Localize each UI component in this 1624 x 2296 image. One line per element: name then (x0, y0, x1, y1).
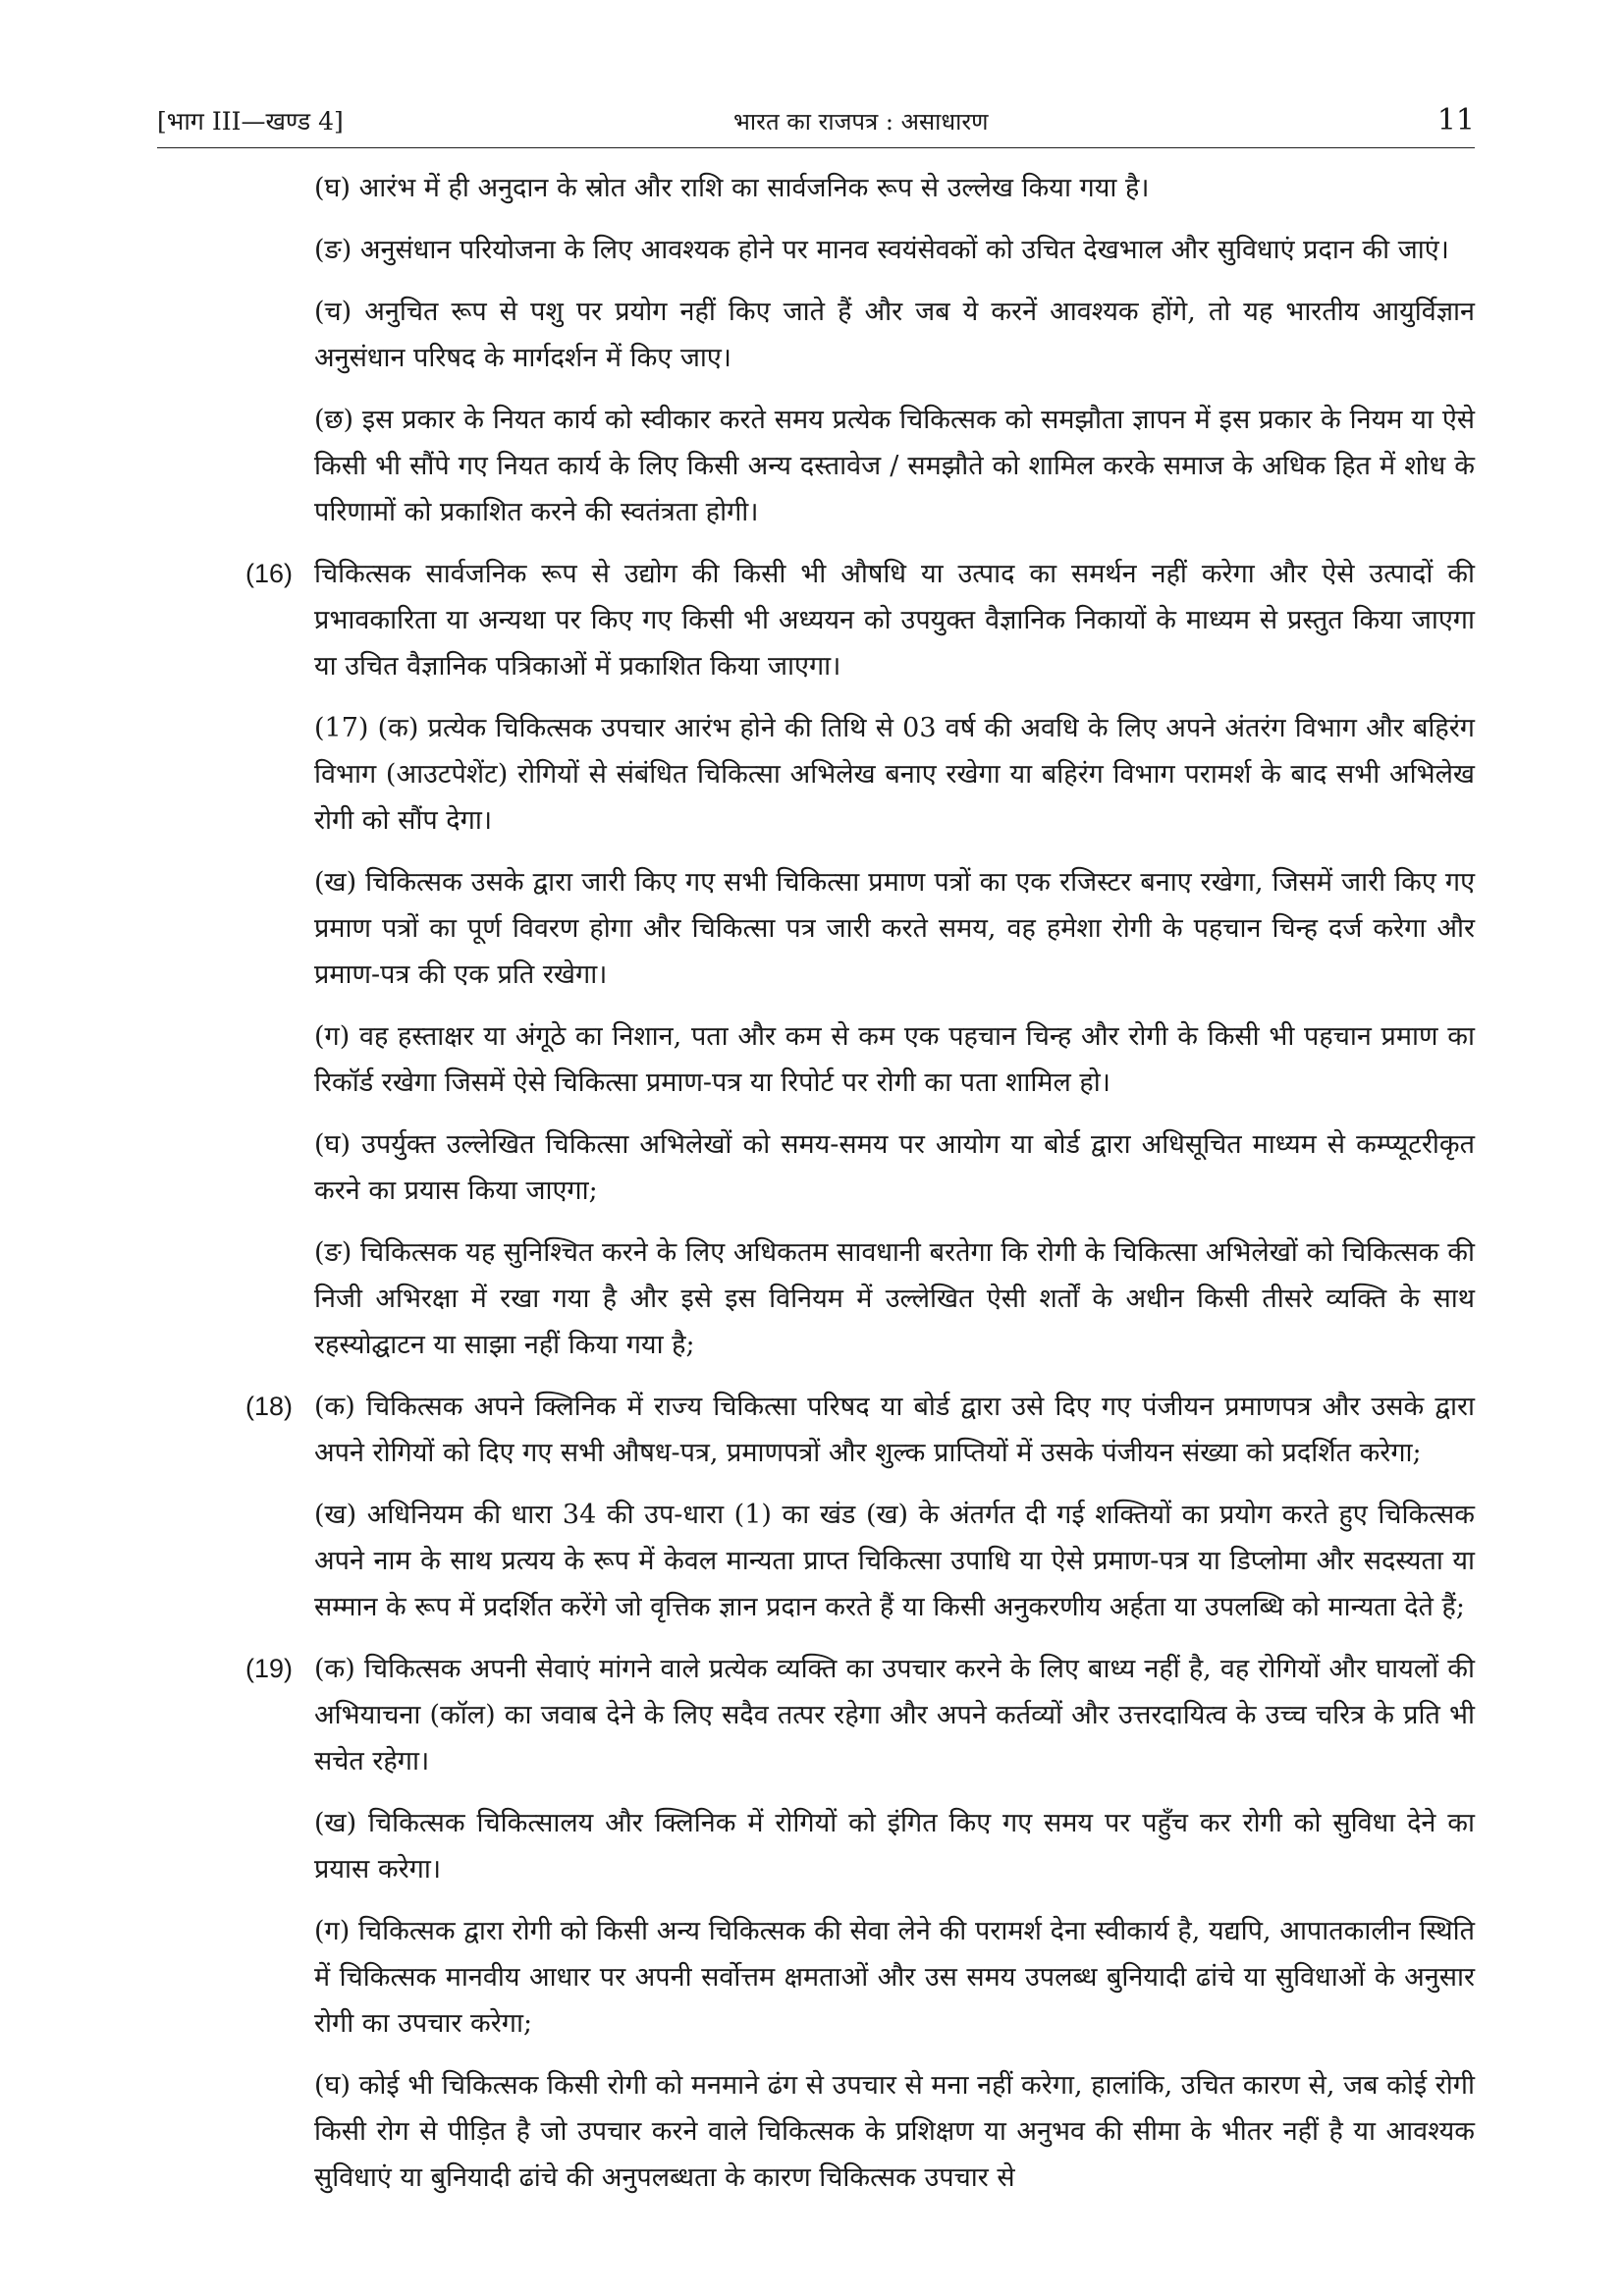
regulation-number: (16) (245, 559, 294, 588)
regulation-17-gha: (घ) उपर्युक्त उल्लेखित चिकित्सा अभिलेखों को समय-समय पर आयोग या बोर्ड द्वारा अधिसूचित माध्यम से कम्प्यूटरीकृत करने का प्रयास किया जाएगा; (314, 1129, 1475, 1206)
regulation-19-gha: (घ) कोई भी चिकित्सक किसी रोगी को मनमाने ढंग से उपचार से मना नहीं करेगा, हालांकि, उचित कारण से, जब कोई रोगी किसी रोग से पीड़ित है जो उपचार करने वाले चिकित्सक के प्रशिक्षण या अनुभव की सीमा के भीतर नहीं है या आवश्यक सुविधाएं या बुनियादी ढांचे की अनुपलब्धता के कारण चिकित्सक उपचार से (314, 2070, 1475, 2193)
header-gazette-title: भारत का राजपत्र : असाधारण (733, 108, 989, 136)
clause-nga: (ङ) अनुसंधान परियोजना के लिए आवश्यक होने पर मानव स्वयंसेवकों को उचित देखभाल और सुविधाएं प्रदान की जाएं। (314, 235, 1449, 265)
regulation-number: (18) (245, 1392, 294, 1421)
regulation-16-text: चिकित्सक सार्वजनिक रूप से उद्योग की किसी भी औषधि या उत्पाद का समर्थन नहीं करेगा और ऐसे उत्पादों की प्रभावकारिता या अन्यथा पर किए गए किसी भी अध्ययन को उपयुक्त वैज्ञानिक निकायों के माध्यम से प्रस्तुत किया जाएगा या उचित वैज्ञानिक पत्रिकाओं में प्रकाशित किया जाएगा। (314, 559, 1475, 682)
regulation-19-ga: (ग) चिकित्सक द्वारा रोगी को किसी अन्य चिकित्सक की सेवा लेने की परामर्श देना स्वीकार्य है, यद्यपि, आपातकालीन स्थिति में चिकित्सक मानवीय आधार पर अपनी सर्वोत्तम क्षमताओं और उस समय उपलब्ध बुनियादी ढांचे या सुविधाओं के अनुसार रोगी का उपचार करेगा; (314, 1916, 1475, 2039)
header-section-label: [भाग III—खण्ड 4] (157, 107, 344, 136)
header-rule (157, 147, 1475, 148)
regulation-18-ka: (क) चिकित्सक अपने क्लिनिक में राज्य चिकित्सा परिषद या बोर्ड द्वारा उसे दिए गए पंजीयन प्रमाणपत्र और उसके द्वारा अपने रोगियों को दिए गए सभी औषध-पत्र, प्रमाणपत्रों और शुल्क प्राप्तियों में उसके पंजीयन संख्या को प्रदर्शित करेगा; (314, 1392, 1475, 1468)
regulation-19-kha: (ख) चिकित्सक चिकित्सालय और क्लिनिक में रोगियों को इंगित किए गए समय पर पहुँच कर रोगी को सुविधा देने का प्रयास करेगा। (314, 1808, 1475, 1885)
regulation-17-nga: (ङ) चिकित्सक यह सुनिश्चित करने के लिए अधिकतम सावधानी बरतेगा कि रोगी के चिकित्सा अभिलेखों को चिकित्सक की निजी अभिरक्षा में रखा गया है और इसे इस विनियम में उल्लेखित ऐसी शर्तों के अधीन किसी तीसरे व्यक्ति के साथ रहस्योद्घाटन या साझा नहीं किया गया है; (314, 1237, 1475, 1360)
regulation-19-ka: (क) चिकित्सक अपनी सेवाएं मांगने वाले प्रत्येक व्यक्ति का उपचार करने के लिए बाध्य नहीं है, वह रोगियों और घायलों की अभियाचना (कॉल) का जवाब देने के लिए सदैव तत्पर रहेगा और अपने कर्तव्यों और उत्तरदायित्व के उच्च चरित्र के प्रति भी सचेत रहेगा। (314, 1654, 1475, 1777)
clause-cha: (च) अनुचित रूप से पशु पर प्रयोग नहीं किए जाते हैं और जब ये करनें आवश्यक होंगे, तो यह भारतीय आयुर्विज्ञान अनुसंधान परिषद के मार्गदर्शन में किए जाए। (314, 297, 1475, 373)
page-number: 11 (1436, 103, 1475, 137)
regulation-17-kha: (ख) चिकित्सक उसके द्वारा जारी किए गए सभी चिकित्सा प्रमाण पत्रों का एक रजिस्टर बनाए रखेगा, जिसमें जारी किए गए प्रमाण पत्रों का पूर्ण विवरण होगा और चिकित्सा पत्र जारी करते समय, वह हमेशा रोगी के पहचान चिन्ह दर्ज करेगा और प्रमाण-पत्र की एक प्रति रखेगा। (314, 867, 1475, 990)
regulation-number: (19) (245, 1654, 294, 1683)
regulation-18 (157, 1384, 1475, 1476)
regulation-19 (157, 1646, 1475, 1784)
regulation-18-kha: (ख) अधिनियम की धारा 34 की उप-धारा (1) का खंड (ख) के अंतर्गत दी गई शक्तियों का प्रयोग करते हुए चिकित्सक अपने नाम के साथ प्रत्यय के रूप में केवल मान्यता प्राप्त चिकित्सा उपाधि या ऐसे प्रमाण-पत्र या डिप्लोमा और सदस्यता या सम्मान के रूप में प्रदर्शित करेंगे जो वृत्तिक ज्ञान प्रदान करते हैं या किसी अनुकरणीय अर्हता या उपलब्धि को मान्यता देते हैं; (314, 1500, 1475, 1622)
clause-gha: (घ) आरंभ में ही अनुदान के स्रोत और राशि का सार्वजनिक रूप से उल्लेख किया गया है। (314, 173, 1150, 203)
regulation-17-ga: (ग) वह हस्ताक्षर या अंगूठे का निशान, पता और कम से कम एक पहचान चिन्ह और रोगी के किसी भी पहचान प्रमाण का रिकॉर्ड रखेगा जिसमें ऐसे चिकित्सा प्रमाण-पत्र या रिपोर्ट पर रोगी का पता शामिल हो। (314, 1021, 1475, 1098)
regulation-17-ka: (17) (क) प्रत्येक चिकित्सक उपचार आरंभ होने की तिथि से 03 वर्ष की अवधि के लिए अपने अंतरंग विभाग और बहिरंग विभाग (आउटपेशेंट) रोगियों से संबंधित चिकित्सा अभिलेख बनाए रखेगा या बहिरंग विभाग परामर्श के बाद सभी अभिलेख रोगी को सौंप देगा। (314, 713, 1475, 836)
regulation-16 (157, 551, 1475, 689)
clause-chha: (छ) इस प्रकार के नियत कार्य को स्वीकार करते समय प्रत्येक चिकित्सक को समझौता ज्ञापन में इस प्रकार के नियम या ऐसे किसी भी सौंपे गए नियत कार्य के लिए किसी अन्य दस्तावेज / समझौते को शामिल करके समाज के अधिक हित में शोध के परिणामों को प्रकाशित करने की स्वतंत्रता होगी। (314, 405, 1475, 527)
page-header (157, 94, 1475, 137)
document-body (157, 165, 1475, 2216)
